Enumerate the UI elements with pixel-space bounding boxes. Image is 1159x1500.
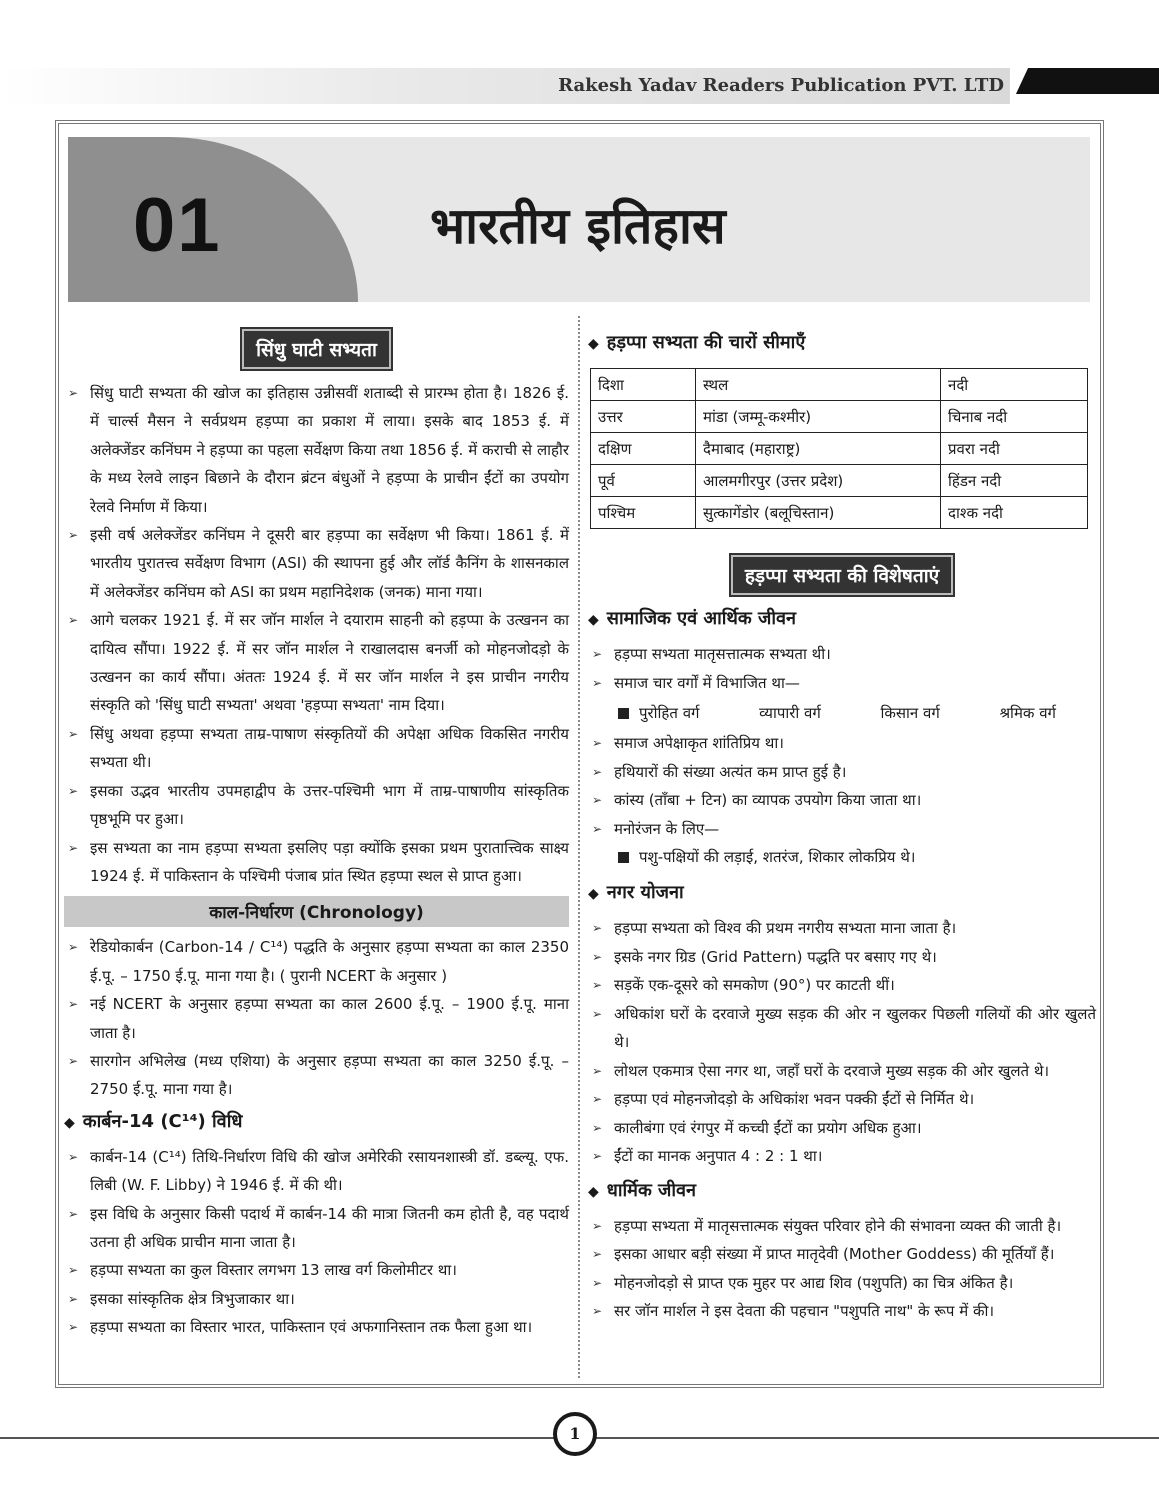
list-item-text: ईंटों का मानक अनुपात 4 : 2 : 1 था। bbox=[614, 1147, 823, 1165]
header-river: नदी bbox=[941, 369, 1088, 401]
list-item-text: समाज चार वर्गों में विभाजित था— bbox=[614, 673, 800, 692]
boundaries-table bbox=[590, 368, 1088, 529]
table-cell: दैमाबाद (महाराष्ट्र) bbox=[696, 433, 941, 465]
list-item-text: इसके नगर ग्रिड (Grid Pattern) पद्धति पर बसाए गए थे। bbox=[614, 947, 937, 966]
diamond-icon: ◆ bbox=[64, 1114, 75, 1131]
table-row bbox=[591, 465, 1088, 497]
arrow-bullet-icon: ➢ bbox=[592, 821, 603, 836]
arrow-bullet-icon: ➢ bbox=[592, 1275, 603, 1290]
list-item-text: अधिकांश घरों के दरवाजे मुख्य सड़क की ओर न खुलकर पिछली गलियों की ओर खुलते थे। bbox=[614, 1004, 1096, 1051]
class-list bbox=[588, 697, 1096, 729]
section-heading-indus: सिंधु घाटी सभ्यता bbox=[242, 329, 391, 369]
list-item-text: हड़प्पा सभ्यता में मातृसत्तात्मक संयुक्त परिवार होने की संभावना व्यक्त की जाती है। bbox=[614, 1216, 1062, 1235]
right-column bbox=[588, 325, 1096, 1326]
list-item-text: हड़प्पा सभ्यता मातृसत्तात्मक सभ्यता थी। bbox=[614, 645, 831, 663]
arrow-bullet-icon: ➢ bbox=[68, 726, 79, 741]
arrow-bullet-icon: ➢ bbox=[68, 528, 79, 543]
diamond-icon: ◆ bbox=[588, 886, 599, 902]
class-label: श्रमिक वर्ग bbox=[999, 704, 1056, 722]
list-item bbox=[588, 1114, 1096, 1143]
religious-points bbox=[588, 1212, 1096, 1326]
list-item bbox=[588, 1269, 1096, 1298]
carbon-heading bbox=[64, 1108, 569, 1137]
list-item bbox=[588, 1000, 1096, 1057]
table-row bbox=[591, 433, 1088, 465]
boundaries-heading bbox=[588, 329, 1096, 358]
list-item bbox=[588, 669, 1096, 698]
list-item bbox=[64, 379, 569, 521]
table-cell: पूर्व bbox=[591, 465, 696, 497]
list-item bbox=[64, 1285, 569, 1313]
publisher-band bbox=[0, 68, 1159, 104]
table-cell: सुत्कागेंडोर (बलूचिस्तान) bbox=[696, 497, 941, 529]
entertainment-item bbox=[588, 843, 1096, 871]
list-item bbox=[588, 729, 1096, 758]
diamond-icon: ◆ bbox=[588, 1183, 599, 1200]
diamond-icon: ◆ bbox=[588, 612, 599, 628]
table-header-row bbox=[591, 369, 1088, 401]
list-item bbox=[588, 815, 1096, 844]
arrow-bullet-icon: ➢ bbox=[592, 1120, 603, 1135]
page-number: 1 bbox=[553, 1412, 597, 1456]
arrow-bullet-icon: ➢ bbox=[68, 1206, 79, 1221]
table-row bbox=[591, 497, 1088, 529]
arrow-bullet-icon: ➢ bbox=[592, 949, 603, 964]
list-item bbox=[588, 1142, 1096, 1171]
list-item-text: हड़प्पा सभ्यता को विश्व की प्रथम नगरीय सभ्यता माना जाता है। bbox=[614, 919, 957, 937]
arrow-bullet-icon: ➢ bbox=[592, 1149, 603, 1163]
arrow-bullet-icon: ➢ bbox=[68, 1263, 79, 1278]
table-cell: मांडा (जम्मू-कश्मीर) bbox=[696, 401, 941, 433]
arrow-bullet-icon: ➢ bbox=[592, 736, 603, 750]
arrow-bullet-icon: ➢ bbox=[592, 675, 603, 690]
religious-heading bbox=[588, 1177, 1096, 1206]
arrow-bullet-icon: ➢ bbox=[68, 940, 79, 955]
list-item-text: इसका सांस्कृतिक क्षेत्र त्रिभुजाकार था। bbox=[90, 1289, 295, 1308]
list-item-text: कार्बन-14 (C¹⁴) तिथि-निर्धारण विधि की खोज अमेरिकी रसायनशास्त्री डॉ. डब्ल्यू. एफ. लिबी (W. F. Libby) ने 1946 ई. में की थी। bbox=[90, 1147, 569, 1195]
chapter-number: 01 bbox=[133, 183, 222, 268]
list-item-text: मनोरंजन के लिए— bbox=[614, 819, 720, 838]
arrow-bullet-icon: ➢ bbox=[592, 1006, 603, 1021]
list-item-text: सिंधु अथवा हड़प्पा सभ्यता ताम्र-पाषाण संस्कृतियों की अपेक्षा अधिक विकसित नगरीय सभ्यता थी। bbox=[90, 724, 569, 772]
religious-heading-text: धार्मिक जीवन bbox=[606, 1179, 697, 1201]
list-item bbox=[588, 786, 1096, 815]
class-label: व्यापारी वर्ग bbox=[759, 704, 821, 722]
list-item-text: समाज अपेक्षाकृत शांतिप्रिय था। bbox=[614, 734, 784, 752]
list-item-text: इसी वर्ष अलेक्जेंडर कनिंघम ने दूसरी बार हड़प्पा का सर्वेक्षण भी किया। 1861 ई. में भारतीय पुरातत्त्व सर्वेक्षण विभाग (ASI) की स्थापना हुई और लॉर्ड कैनिंग के शासनकाल में अलेक्जेंडर कनिंघम को ASI का प्रथम महानिदेशक (जनक) माना गया। bbox=[90, 526, 569, 601]
arrow-bullet-icon: ➢ bbox=[68, 386, 79, 400]
list-item-text: इसका उद्भव भारतीय उपमहाद्वीप के उत्तर-पश्चिमी भाग में ताम्र-पाषाणीय सांस्कृतिक पृष्ठभूमि पर हुआ। bbox=[90, 781, 569, 829]
class-label: किसान वर्ग bbox=[880, 704, 940, 722]
arrow-bullet-icon: ➢ bbox=[68, 613, 79, 628]
arrow-bullet-icon: ➢ bbox=[68, 840, 79, 855]
arrow-bullet-icon: ➢ bbox=[68, 783, 79, 798]
list-item-text: रेडियोकार्बन (Carbon-14 / C¹⁴) पद्धति के अनुसार हड़प्पा सभ्यता का काल 2350 ई.पू. – 1750 ई.पू. माना गया है। ( पुरानी NCERT के अनुसार ) bbox=[90, 938, 569, 985]
entertainment-text: पशु-पक्षियों की लड़ाई, शतरंज, शिकार लोकप्रिय थे। bbox=[639, 848, 916, 866]
publisher-name: Rakesh Yadav Readers Publication PVT. LTD bbox=[558, 75, 1004, 96]
table-cell: चिनाब नदी bbox=[941, 401, 1088, 433]
list-item bbox=[64, 990, 569, 1047]
list-item-text: इसका आधार बड़ी संख्या में प्राप्त मातृदेवी (Mother Goddess) की मूर्तियाँ हैं। bbox=[614, 1245, 1055, 1263]
list-item bbox=[588, 758, 1096, 787]
arrow-bullet-icon: ➢ bbox=[592, 647, 603, 661]
table-cell: दाश्क नदी bbox=[941, 497, 1088, 529]
list-item bbox=[64, 720, 569, 777]
social-points-continued bbox=[588, 729, 1096, 843]
list-item bbox=[588, 1240, 1096, 1269]
arrow-bullet-icon: ➢ bbox=[68, 1149, 79, 1164]
arrow-bullet-icon: ➢ bbox=[68, 1053, 79, 1068]
list-item-text: हड़प्पा एवं मोहनजोदड़ो के अधिकांश भवन पक्की ईंटों से निर्मित थे। bbox=[614, 1090, 975, 1108]
diamond-icon: ◆ bbox=[588, 336, 599, 352]
list-item bbox=[588, 971, 1096, 1000]
list-item-text: इस विधि के अनुसार किसी पदार्थ में कार्बन-14 की मात्रा जितनी कम होती है, वह पदार्थ उतना ही अधिक प्राचीन माना जाता है। bbox=[90, 1204, 569, 1251]
list-item bbox=[588, 1297, 1096, 1326]
list-item bbox=[618, 699, 700, 727]
social-heading-text: सामाजिक एवं आर्थिक जीवन bbox=[606, 608, 797, 629]
arrow-bullet-icon: ➢ bbox=[592, 1063, 603, 1078]
list-item bbox=[64, 933, 569, 990]
table-cell: हिंडन नदी bbox=[941, 465, 1088, 497]
list-item bbox=[64, 521, 569, 606]
list-item bbox=[64, 834, 569, 891]
chapter-title: भारतीय इतिहास bbox=[430, 197, 726, 255]
left-column bbox=[64, 325, 569, 1342]
list-item-text: हथियारों की संख्या अत्यंत कम प्राप्त हुई है। bbox=[614, 762, 847, 781]
arrow-bullet-icon: ➢ bbox=[592, 1247, 603, 1261]
chapter-banner bbox=[68, 137, 1090, 302]
arrow-bullet-icon: ➢ bbox=[592, 921, 603, 935]
indus-points bbox=[64, 379, 569, 890]
list-item-text: कांस्य (ताँबा + टिन) का व्यापक उपयोग किया जाता था। bbox=[614, 791, 922, 809]
list-item bbox=[588, 1212, 1096, 1241]
list-item bbox=[588, 1085, 1096, 1114]
list-item-text: सारगोन अभिलेख (मध्य एशिया) के अनुसार हड़प्पा सभ्यता का काल 3250 ई.पू. – 2750 ई.पू. माना गया है। bbox=[90, 1051, 569, 1099]
boundaries-heading-text: हड़प्पा सभ्यता की चारों सीमाएँ bbox=[606, 332, 806, 353]
arrow-bullet-icon: ➢ bbox=[592, 978, 603, 992]
class-label: पुरोहित वर्ग bbox=[639, 704, 700, 722]
list-item bbox=[64, 1143, 569, 1200]
list-item bbox=[64, 1200, 569, 1257]
list-item-text: सड़कें एक-दूसरे को समकोण (90°) पर काटती थीं। bbox=[614, 976, 895, 994]
arrow-bullet-icon: ➢ bbox=[592, 1218, 603, 1233]
list-item-text: इस सभ्यता का नाम हड़प्पा सभ्यता इसलिए पड़ा क्योंकि इसका प्रथम पुरातात्त्विक साक्ष्य 1924 ई. में पाकिस्तान के पश्चिमी पंजाब प्रांत स्थित हड़प्पा स्थल से प्राप्त हुआ। bbox=[90, 838, 569, 885]
table-cell: दक्षिण bbox=[591, 433, 696, 465]
list-item bbox=[64, 777, 569, 834]
social-points bbox=[588, 640, 1096, 697]
list-item bbox=[588, 640, 1096, 669]
town-heading-text: नगर योजना bbox=[606, 882, 684, 903]
arrow-bullet-icon: ➢ bbox=[68, 997, 79, 1012]
carbon-points bbox=[64, 1143, 569, 1342]
column-divider bbox=[578, 316, 580, 1378]
list-item bbox=[588, 943, 1096, 972]
table-row bbox=[591, 401, 1088, 433]
carbon-heading-text: कार्बन-14 (C¹⁴) विधि bbox=[82, 1110, 243, 1132]
list-item-text: सिंधु घाटी सभ्यता की खोज का इतिहास उन्नीसवीं शताब्दी से प्रारम्भ होता है। 1826 ई. में चार्ल्स मैसन ने सर्वप्रथम हड़प्पा का प्रकाश में लाया। इसके बाद 1853 ई. में अलेक्जेंडर कनिंघम ने हड़प्पा का पहला सर्वेक्षण किया तथा 1856 ई. में कराची से लाहौर के मध्य रेलवे लाइन बिछाने के दौरान ब्रंटन बंधुओं ने हड़प्पा के प्राचीन ईंटों का उपयोग रेलवे निर्माण में किया। bbox=[90, 384, 569, 516]
arrow-bullet-icon: ➢ bbox=[592, 1092, 603, 1106]
table-cell: उत्तर bbox=[591, 401, 696, 433]
square-bullet-icon bbox=[618, 708, 629, 719]
list-item bbox=[588, 1057, 1096, 1086]
arrow-bullet-icon: ➢ bbox=[592, 1304, 603, 1318]
publisher-band-accent bbox=[1016, 68, 1159, 94]
chronology-heading: काल-निर्धारण (Chronology) bbox=[64, 896, 569, 927]
arrow-bullet-icon: ➢ bbox=[68, 1291, 79, 1306]
section-heading-features: हड़प्पा सभ्यता की विशेषताएं bbox=[731, 555, 953, 595]
list-item-text: आगे चलकर 1921 ई. में सर जॉन मार्शल ने दयाराम साहनी को हड़प्पा के उत्खनन का दायित्व सौंपा। 1922 ई. में सर जॉन मार्शल ने राखालदास बनर्जी को मोहनजोदड़ो के उत्खनन का कार्य सौंपा। अंततः 1924 ई. में सर जॉन मार्शल ने इस प्राचीन नगरीय संस्कृति को 'सिंधु घाटी सभ्यता' अथवा 'हड़प्पा सभ्यता' नाम दिया। bbox=[90, 611, 569, 715]
list-item bbox=[64, 1313, 569, 1341]
chronology-points bbox=[64, 933, 569, 1103]
arrow-bullet-icon: ➢ bbox=[592, 764, 603, 779]
list-item-text: हड़प्पा सभ्यता का विस्तार भारत, पाकिस्तान एवं अफगानिस्तान तक फैला हुआ था। bbox=[90, 1318, 533, 1337]
list-item bbox=[64, 1047, 569, 1104]
list-item-text: लोथल एकमात्र ऐसा नगर था, जहाँ घरों के दरवाजे मुख्य सड़क की ओर खुलते थे। bbox=[614, 1061, 1050, 1080]
list-item-text: सर जॉन मार्शल ने इस देवता की पहचान "पशुपति नाथ" के रूप में की। bbox=[614, 1302, 995, 1320]
list-item-text: मोहनजोदड़ो से प्राप्त एक मुहर पर आद्य शिव (पशुपति) का चित्र अंकित है। bbox=[614, 1273, 1014, 1292]
list-item bbox=[64, 606, 569, 720]
table-cell: आलमगीरपुर (उत्तर प्रदेश) bbox=[696, 465, 941, 497]
arrow-bullet-icon: ➢ bbox=[592, 793, 603, 807]
list-item-text: नई NCERT के अनुसार हड़प्पा सभ्यता का काल 2600 ई.पू. – 1900 ई.पू. माना जाता है। bbox=[90, 995, 569, 1042]
social-heading bbox=[588, 605, 1096, 634]
header-site: स्थल bbox=[696, 369, 941, 401]
list-item-text: कालीबंगा एवं रंगपुर में कच्ची ईंटों का प्रयोग अधिक हुआ। bbox=[614, 1118, 922, 1137]
town-points bbox=[588, 914, 1096, 1171]
town-heading bbox=[588, 879, 1096, 908]
list-item-text: हड़प्पा सभ्यता का कुल विस्तार लगभग 13 लाख वर्ग किलोमीटर था। bbox=[90, 1261, 457, 1280]
list-item bbox=[588, 914, 1096, 943]
header-direction: दिशा bbox=[591, 369, 696, 401]
arrow-bullet-icon: ➢ bbox=[68, 1320, 79, 1335]
square-bullet-icon bbox=[618, 852, 629, 863]
list-item bbox=[64, 1256, 569, 1284]
table-cell: पश्चिम bbox=[591, 497, 696, 529]
table-cell: प्रवरा नदी bbox=[941, 433, 1088, 465]
